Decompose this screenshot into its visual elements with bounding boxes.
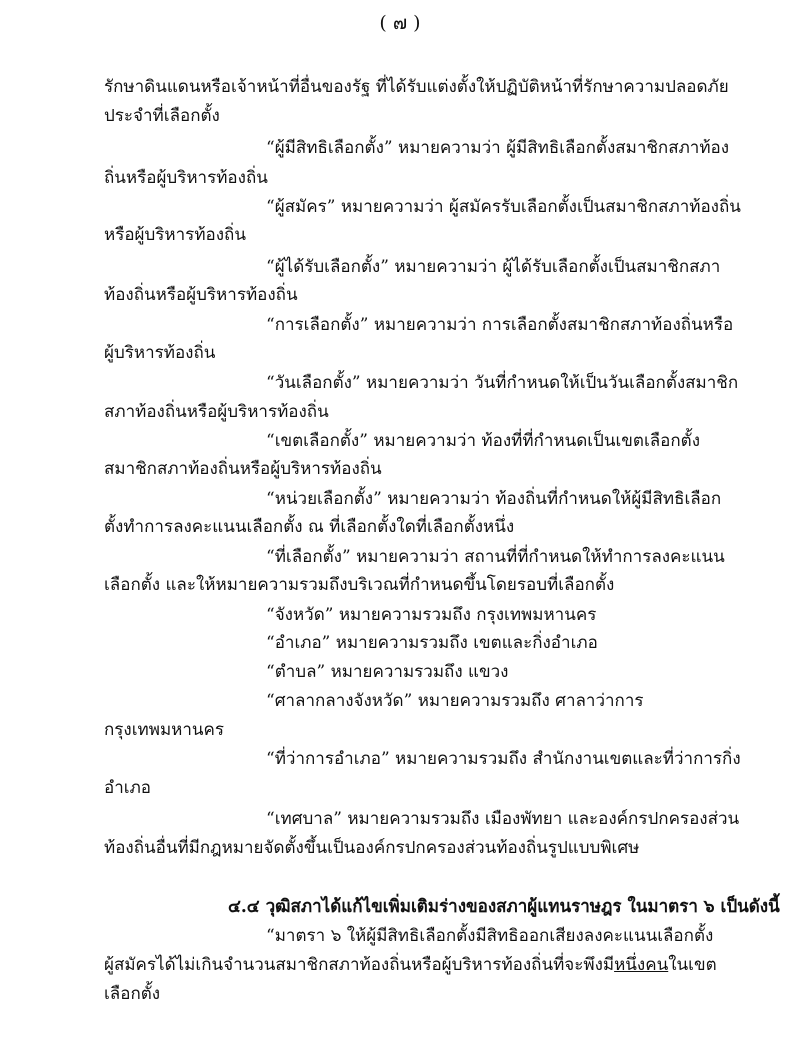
definition-line: “จังหวัด” หมายความรวมถึง กรุงเทพมหานคร [266,605,597,625]
definition-line: “การเลือกตั้ง” หมายความว่า การเลือกตั้งสมาชิกสภาท้องถิ่นหรือ [266,315,734,335]
page-number: ( ๗ ) [379,12,421,34]
text-line: ตั้งทำการลงคะแนนเลือกตั้ง ณ ที่เลือกตั้งใดที่เลือกตั้งหนึ่ง [104,517,515,537]
article-line: เลือกตั้ง [104,984,161,1004]
article-line [104,954,717,976]
definition-line: “ผู้ได้รับเลือกตั้ง” หมายความว่า ผู้ได้รับเลือกตั้งเป็นสมาชิกสภา [266,257,721,277]
text-line: ถิ่นหรือผู้บริหารท้องถิ่น [104,168,268,188]
text-line: หรือผู้บริหารท้องถิ่น [104,225,246,245]
text-line: ผู้บริหารท้องถิ่น [104,343,216,363]
text-line: ประจำที่เลือกตั้ง [104,106,220,126]
text-line: สมาชิกสภาท้องถิ่นหรือผู้บริหารท้องถิ่น [104,459,382,479]
section-heading: ๔.๔ วุฒิสภาได้แก้ไขเพิ่มเติมร่างของสภาผู้แทนราษฎร ในมาตรา ๖ เป็นดังนี้ [228,897,780,917]
text-line: ท้องถิ่นหรือผู้บริหารท้องถิ่น [104,285,298,305]
definition-line: “ที่เลือกตั้ง” หมายความว่า สถานที่ที่กำหนดให้ทำการลงคะแนน [266,547,725,567]
definition-line: “ผู้สมัคร” หมายความว่า ผู้สมัครรับเลือกตั้งเป็นสมาชิกสภาท้องถิ่น [266,197,741,217]
definition-line: “ตำบล” หมายความรวมถึง แขวง [266,662,509,682]
text-line: เลือกตั้ง และให้หมายความรวมถึงบริเวณที่กำหนดขึ้นโดยรอบที่เลือกตั้ง [104,575,615,595]
text-line: กรุงเทพมหานคร [104,720,225,740]
text-line: อำเภอ [104,778,151,798]
text-line: รักษาดินแดนหรือเจ้าหน้าที่อื่นของรัฐ ที่ได้รับแต่งตั้งให้ปฏิบัติหน้าที่รักษาความปลอดภัย [104,77,729,97]
article-text: ผู้สมัครได้ไม่เกินจำนวนสมาชิกสภาท้องถิ่นหรือผู้บริหารท้องถิ่นที่จะพึงมี [104,955,615,975]
definition-line: “ผู้มีสิทธิเลือกตั้ง” หมายความว่า ผู้มีสิทธิเลือกตั้งสมาชิกสภาท้อง [266,138,730,158]
definition-line: “ศาลากลางจังหวัด” หมายความรวมถึง ศาลาว่าการ [266,691,644,711]
text-line: ท้องถิ่นอื่นที่มีกฎหมายจัดตั้งขึ้นเป็นองค์กรปกครองส่วนท้องถิ่นรูปแบบพิเศษ [104,838,640,858]
article-line: “มาตรา ๖ ให้ผู้มีสิทธิเลือกตั้งมีสิทธิออกเสียงลงคะแนนเลือกตั้ง [266,926,714,946]
definition-line: “วันเลือกตั้ง” หมายความว่า วันที่กำหนดให้เป็นวันเลือกตั้งสมาชิก [266,373,739,393]
definition-line: “อำเภอ” หมายความรวมถึง เขตและกิ่งอำเภอ [266,633,598,653]
definition-line: “เขตเลือกตั้ง” หมายความว่า ท้องที่ที่กำหนดเป็นเขตเลือกตั้ง [266,431,701,451]
underlined-text: หนึ่งคน [614,955,669,975]
definition-line: “หน่วยเลือกตั้ง” หมายความว่า ท้องถิ่นที่กำหนดให้ผู้มีสิทธิเลือก [266,489,722,509]
article-text: ในเขต [668,955,717,975]
text-line: สภาท้องถิ่นหรือผู้บริหารท้องถิ่น [104,402,329,422]
definition-line: “ที่ว่าการอำเภอ” หมายความรวมถึง สำนักงานเขตและที่ว่าการกิ่ง [266,749,741,769]
definition-line: “เทศบาล” หมายความรวมถึง เมืองพัทยา และองค์กรปกครองส่วน [266,809,740,829]
